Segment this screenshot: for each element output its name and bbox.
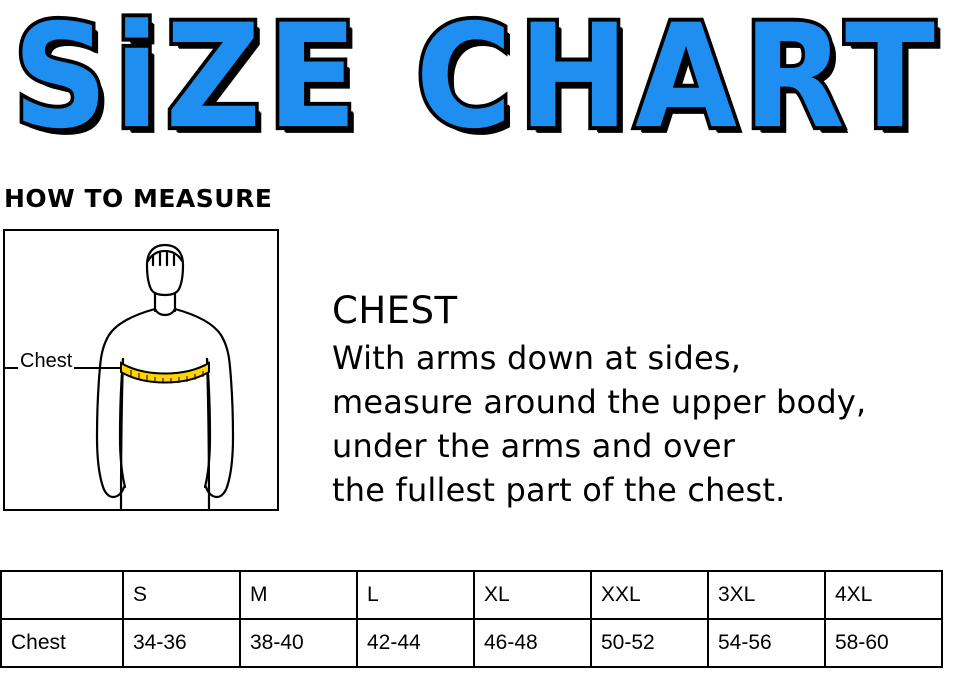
chest-description-line-4: the fullest part of the chest. <box>332 471 786 509</box>
table-row-header-chest: Chest <box>1 619 123 667</box>
page-title: SiZE CHART <box>12 0 942 161</box>
table-column-header-3xl: 3XL <box>708 571 825 619</box>
chest-description-line-3: under the arms and over <box>332 427 736 465</box>
page-title-banner <box>0 0 954 161</box>
table-cell-chest-m: 38-40 <box>240 619 357 667</box>
table-column-header-m: M <box>240 571 357 619</box>
chest-description-line-1: With arms down at sides, <box>332 339 742 377</box>
how-to-measure-heading: HOW TO MEASURE <box>4 184 273 213</box>
table-cell-chest-s: 34-36 <box>123 619 240 667</box>
chest-callout-label: Chest <box>20 350 73 372</box>
chest-description-heading: CHEST <box>332 289 458 332</box>
size-chart-table <box>0 570 943 668</box>
table-column-header-xl: XL <box>474 571 591 619</box>
chest-tape-measure <box>121 363 209 383</box>
table-column-header-s: S <box>123 571 240 619</box>
table-cell-chest-xl: 46-48 <box>474 619 591 667</box>
table-column-header-xxl: XXL <box>591 571 708 619</box>
chest-description-body <box>332 336 942 512</box>
table-cell-chest-3xl: 54-56 <box>708 619 825 667</box>
table-column-header-l: L <box>357 571 474 619</box>
table-column-header-4xl: 4XL <box>825 571 942 619</box>
table-header-row <box>1 571 942 619</box>
table-cell-chest-l: 42-44 <box>357 619 474 667</box>
table-cell-chest-4xl: 58-60 <box>825 619 942 667</box>
chest-description-line-2: measure around the upper body, <box>332 383 867 421</box>
chest-description <box>332 288 942 512</box>
table-row <box>1 619 942 667</box>
size-table-wrapper <box>0 570 954 668</box>
table-corner-cell <box>1 571 123 619</box>
table-cell-chest-xxl: 50-52 <box>591 619 708 667</box>
